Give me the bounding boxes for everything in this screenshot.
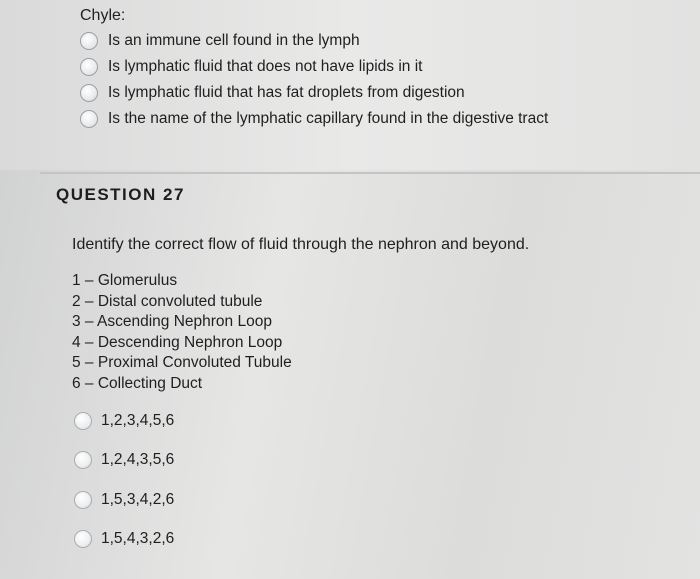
answer-options	[74, 401, 174, 559]
previous-question-label: Chyle:	[80, 7, 126, 24]
question-text: Identify the correct flow of fluid through the nephron and beyond.	[72, 236, 530, 253]
radio-button-icon[interactable]	[74, 412, 92, 430]
answer-option[interactable]	[74, 441, 174, 481]
radio-button-icon[interactable]	[74, 530, 92, 548]
previous-option-label: Is lymphatic fluid that has fat droplets from digestion	[108, 84, 465, 101]
previous-option[interactable]	[80, 54, 548, 80]
previous-option[interactable]	[80, 106, 548, 132]
step-item: 6 – Collecting Duct	[72, 374, 203, 392]
previous-option[interactable]	[80, 80, 548, 106]
answer-option[interactable]	[74, 520, 174, 560]
step-item: 3 – Ascending Nephron Loop	[72, 313, 272, 330]
question-title: QUESTION 27	[56, 185, 185, 204]
previous-question-options	[80, 28, 548, 132]
step-item: 5 – Proximal Convoluted Tubule	[72, 354, 292, 371]
radio-button-icon[interactable]	[74, 491, 92, 509]
radio-button-icon[interactable]	[80, 84, 98, 102]
answer-option[interactable]	[74, 401, 174, 441]
nephron-steps-list	[72, 271, 292, 394]
answer-option[interactable]	[74, 480, 174, 520]
radio-button-icon[interactable]	[80, 32, 98, 50]
answer-label: 1,2,3,4,5,6	[101, 411, 175, 429]
previous-option[interactable]	[80, 28, 548, 54]
section-divider	[40, 172, 700, 174]
step-item: 2 – Distal convoluted tubule	[72, 292, 263, 310]
radio-button-icon[interactable]	[80, 110, 98, 128]
answer-label: 1,5,3,4,2,6	[101, 490, 175, 508]
step-item: 4 – Descending Nephron Loop	[72, 333, 283, 351]
previous-option-label: Is an immune cell found in the lymph	[108, 32, 360, 49]
radio-button-icon[interactable]	[80, 58, 98, 76]
radio-button-icon[interactable]	[74, 451, 92, 469]
answer-label: 1,2,4,3,5,6	[101, 451, 175, 469]
step-item: 1 – Glomerulus	[72, 272, 178, 289]
previous-option-label: Is the name of the lymphatic capillary found in the digestive tract	[108, 110, 549, 127]
previous-option-label: Is lymphatic fluid that does not have lipids in it	[108, 58, 423, 75]
answer-label: 1,5,4,3,2,6	[101, 530, 175, 548]
